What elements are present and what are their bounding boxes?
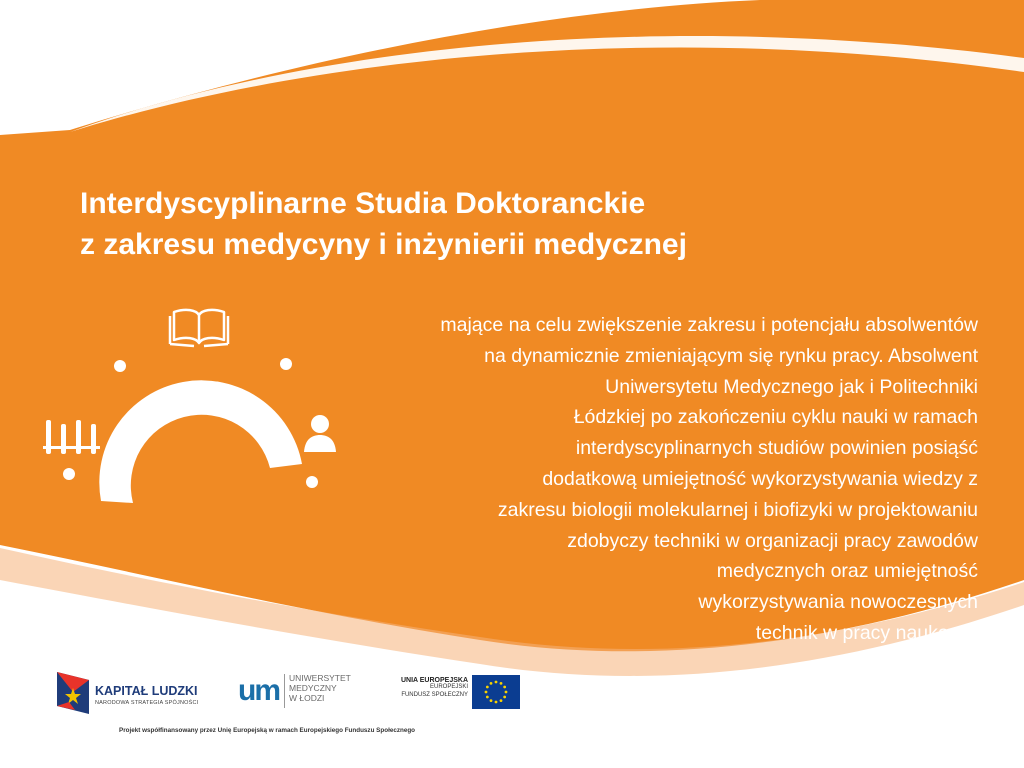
eu-star-icon: [485, 691, 488, 694]
eu-star-icon: [500, 682, 503, 685]
eu-logo-title: UNIA EUROPEJSKA: [400, 677, 468, 684]
eu-star-icon: [500, 699, 503, 702]
title-line-2: z zakresu medycyny i inżynierii medycznej: [80, 228, 687, 261]
eu-star-icon: [503, 696, 506, 699]
eu-logo-line-1: EUROPEJSKI: [429, 684, 468, 690]
description-line: technik w pracy naukowej: [755, 621, 978, 644]
description-line: interdyscyplinarnych studiów powinien posiąść: [575, 437, 978, 460]
um-logo-mark: um: [238, 674, 279, 707]
kapital-ludzki-flag-icon: [55, 668, 91, 718]
eu-star-icon: [490, 699, 493, 702]
arc-icon-graphic: [30, 296, 350, 526]
dot: [306, 476, 318, 488]
dot: [63, 468, 75, 480]
um-logo-line-3: W ŁODZI: [289, 693, 325, 703]
eu-logo-text: [401, 677, 468, 699]
description-line: zakresu biologii molekularnej i biofizyki w projektowaniu: [497, 498, 978, 521]
kapital-ludzki-name: KAPITAŁ LUDZKI: [95, 684, 198, 698]
title-line-1: Interdyscyplinarne Studia Doktoranckie: [80, 187, 646, 220]
dot: [280, 358, 292, 370]
description-line: zdobyczy techniki w organizacji pracy zawodów: [567, 529, 978, 552]
um-logo-text: [289, 673, 351, 703]
eu-star-icon: [486, 696, 489, 699]
kapital-ludzki-subtitle: NARODOWA STRATEGIA SPÓJNOŚCI: [95, 700, 199, 706]
description-text: [318, 310, 978, 649]
description-line: Uniwersytetu Medycznego jak i Politechniki: [605, 375, 978, 398]
um-logo-separator: [284, 674, 285, 708]
description-line: dodatkową umiejętność wykorzystywania wiedzy z: [542, 467, 978, 490]
eu-logo-line-2: FUNDUSZ SPOŁECZNY: [401, 691, 468, 698]
um-logo-line-1: UNIWERSYTET: [289, 673, 351, 683]
eu-star-icon: [495, 681, 498, 684]
description-line: na dynamicznie zmieniającym się rynku pracy. Absolwent: [484, 344, 978, 367]
description-line: medycznych oraz umiejętność: [716, 560, 978, 583]
eu-star-icon: [490, 682, 493, 685]
test-tubes-icon: [43, 420, 100, 454]
eu-flag-icon: [472, 675, 520, 709]
eu-star-icon: [503, 686, 506, 689]
description-line: wykorzystywania nowoczesnych: [698, 591, 978, 614]
white-arch: [99, 380, 302, 503]
description-line: Łódzkiej po zakończeniu cyklu nauki w ramach: [573, 406, 978, 429]
eu-logo: [378, 672, 528, 712]
um-logo-line-2: MEDYCZNY: [289, 683, 337, 693]
book-icon: [170, 310, 228, 346]
kapital-ludzki-logo: [55, 668, 235, 718]
cofinancing-footnote: Projekt współfinansowany przez Unię Europejską w ramach Europejskiego Funduszu Społecznego: [119, 727, 416, 734]
eu-star-icon: [505, 691, 508, 694]
page-title: [80, 183, 687, 265]
eu-star-icon: [495, 701, 498, 704]
um-lodz-logo: [238, 670, 378, 715]
dot: [114, 360, 126, 372]
description-line: mające na celu zwiększenie zakresu i potencjału absolwentów: [440, 314, 978, 336]
eu-star-icon: [486, 686, 489, 689]
